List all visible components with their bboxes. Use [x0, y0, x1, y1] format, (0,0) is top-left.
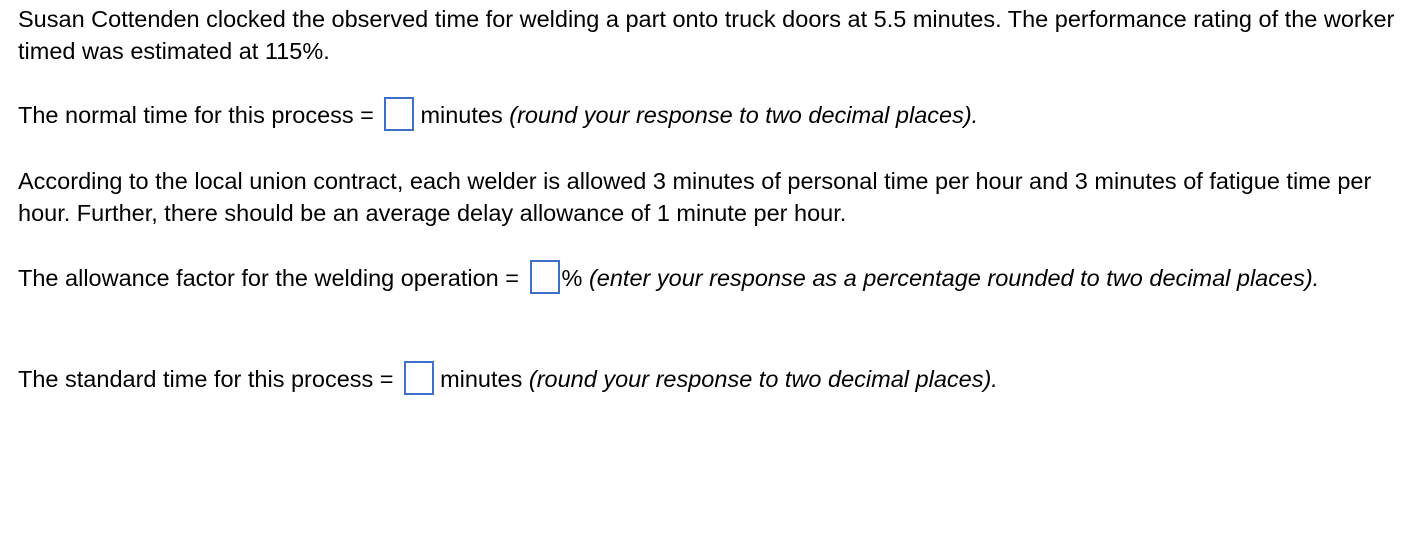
standard-time-answer-input[interactable]	[404, 361, 434, 395]
normal-time-question	[18, 99, 1403, 131]
allowance-context: According to the local union contract, each welder is allowed 3 minutes of personal time per hour and 3 minutes of fatigue time per hour. Further, there should be an average delay allowance of 1 minute per hour.	[18, 168, 1372, 226]
problem-intro: Susan Cottenden clocked the observed time for welding a part onto truck doors at 5.5 minutes. The performance rating of the worker timed was estimated at 115%.	[18, 6, 1395, 64]
normal-time-prefix: The normal time for this process =	[18, 102, 374, 128]
normal-time-answer-input[interactable]	[384, 97, 414, 131]
allowance-factor-hint: (enter your response as a percentage rounded to two decimal places).	[588, 265, 1320, 291]
allowance-factor-answer-input[interactable]	[530, 260, 560, 294]
normal-time-unit: minutes	[420, 102, 503, 128]
standard-time-prefix: The standard time for this process =	[18, 366, 394, 392]
standard-time-unit: minutes	[440, 366, 523, 392]
allowance-factor-prefix: The allowance factor for the welding operation =	[18, 265, 519, 291]
standard-time-question	[18, 363, 1403, 395]
standard-time-hint: (round your response to two decimal places).	[528, 366, 998, 392]
allowance-factor-question	[18, 259, 1403, 297]
normal-time-hint: (round your response to two decimal places).	[509, 102, 979, 128]
allowance-factor-unit: %	[561, 265, 583, 291]
